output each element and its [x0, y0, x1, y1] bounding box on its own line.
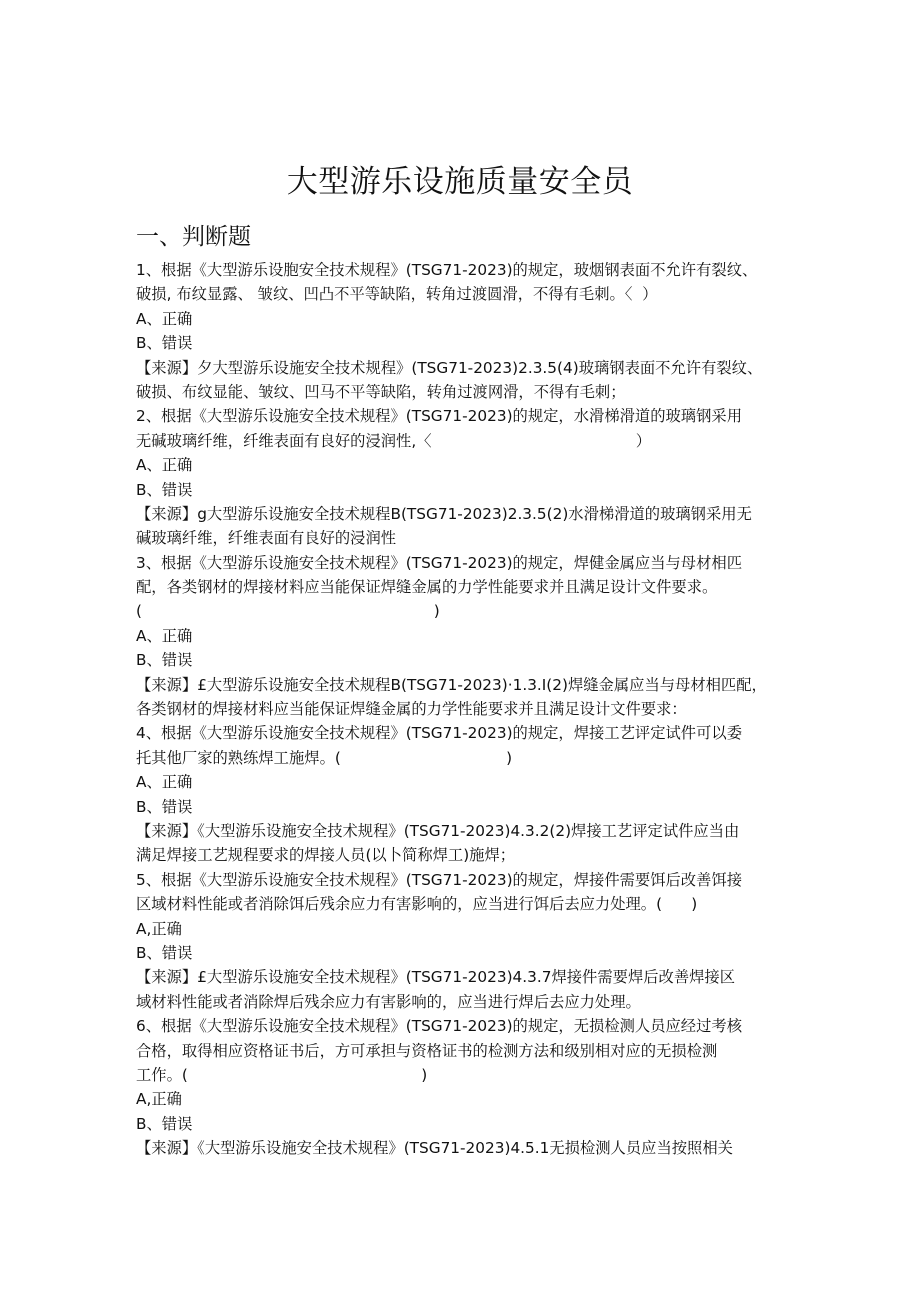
text-line: 域材料性能或者消除焊后残余应力有害影响的，应当进行焊后去应力处理。 — [136, 992, 641, 1011]
text-line: 托其他厂家的熟练焊工施焊。( ) — [136, 748, 513, 767]
section-heading: 一、判断题 — [136, 224, 251, 250]
text-line: 区域材料性能或者消除饵后残余应力有害影响的，应当进行饵后去应力处理。( ) — [136, 895, 698, 914]
text-line: 破损, 布纹显露、 皱纹、凹凸不平等缺陷，转角过渡圆滑，不得有毛刺。〈 ） — [136, 285, 658, 304]
text-line: B、错误 — [136, 943, 193, 962]
text-line: A、正确 — [136, 626, 193, 645]
text-line: ( ) — [136, 602, 440, 621]
text-line: B、错误 — [136, 797, 193, 816]
text-line: A,正确 — [136, 1090, 182, 1109]
text-line: 1、根据《大型游乐设胞安全技术规程》(TSG71-2023)的规定，玻烟钢表面不允许有裂纹、 — [136, 261, 758, 279]
text-line: 【来源】£大型游乐设施安全技术规程B(TSG71-2023)·1.3.I(2)焊缝金属应当与母材相匹配， — [136, 675, 767, 694]
text-line: A、正确 — [136, 309, 193, 328]
text-line: A、正确 — [136, 456, 193, 475]
text-line: 合格，取得相应资格证书后，方可承担与资格证书的检测方法和级别相对应的无损检测 — [136, 1041, 718, 1060]
text-line: 碱玻璃纤维，纤维表面有良好的浸润性 — [136, 529, 397, 548]
text-line: 6、根据《大型游乐设施安全技术规程》(TSG71-2023)的规定，无损检测人员应经过考核 — [136, 1017, 742, 1036]
text-line: A,正确 — [136, 919, 182, 938]
text-line: 配，各类钢材的焊接材料应当能保证焊缝金属的力学性能要求并且满足设计文件要求。 — [136, 578, 718, 597]
text-line: 各类钢材的焊接材料应当能保证焊缝金属的力学性能要求并且满足设计文件要求： — [136, 700, 687, 719]
text-line: 【来源】g大型游乐设施安全技术规程B(TSG71-2023)2.3.5(2)水滑梯滑道的玻璃钢采用无 — [136, 504, 752, 523]
text-line: 工作。( ) — [136, 1065, 428, 1084]
text-line: 5、根据《大型游乐设施安全技术规程》(TSG71-2023)的规定，焊接件需要饵后改善饵接 — [136, 870, 742, 889]
page-title: 大型游乐设施质量安全员 — [286, 164, 634, 200]
text-line: 破损、布纹显能、皱纹、凹马不平等缺陷，转角过渡网滑，不得有毛刺； — [136, 382, 626, 401]
text-line: 【来源】《大型游乐设施安全技术规程》(TSG71-2023)4.5.1无损检测人员应当按照相关 — [136, 1139, 733, 1158]
text-line: 3、根据《大型游乐设施安全技术规程》(TSG71-2023)的规定，焊健金属应当与母材相匹 — [136, 553, 742, 572]
text-line: A、正确 — [136, 773, 193, 792]
text-line: 4、根据《大型游乐设施安全技术规程》(TSG71-2023)的规定，焊接工艺评定试件可以委 — [136, 724, 742, 743]
document-body — [136, 258, 786, 1160]
text-line: 【来源】£大型游乐设施安全技术规程》(TSG71-2023)4.3.7焊接件需要焊后改善焊接区 — [136, 968, 736, 987]
text-line: 【来源】《大型游乐设施安全技术规程》(TSG71-2023)4.3.2(2)焊接工艺评定试件应当由 — [136, 821, 740, 840]
text-line: 【来源】夕大型游乐设施安全技术规程》(TSG71-2023)2.3.5(4)玻璃钢表面不允许有裂纹、 — [136, 358, 763, 377]
text-line: B、错误 — [136, 651, 193, 670]
text-line: B、错误 — [136, 480, 193, 499]
text-line: B、错误 — [136, 1114, 193, 1133]
text-line: B、错误 — [136, 334, 193, 353]
text-line: 无碱玻璃纤维，纤维表面有良好的浸润性,〈 ） — [136, 431, 652, 450]
text-line: 满足焊接工艺规程要求的焊接人员(以卜简称焊工)施焊； — [136, 846, 516, 865]
text-line: 2、根据《大型游乐设施安全技术规程》(TSG71-2023)的规定，水滑梯滑道的玻璃钢采用 — [136, 407, 742, 426]
